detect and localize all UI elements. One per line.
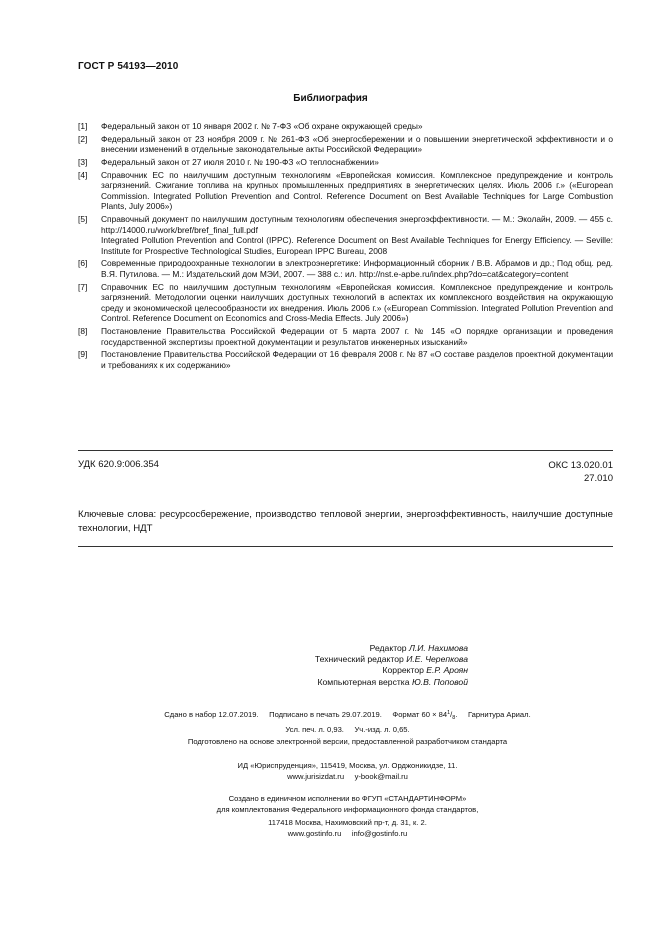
gostinfo-site-link[interactable]: www.gostinfo.ru <box>287 829 342 838</box>
bibliography-item <box>78 121 613 132</box>
credit-name: И.Е. Черепкова <box>406 654 468 665</box>
bibliography-item-text: Справочник ЕС по наилучшим доступным технологиям «Европейская комиссия. Комплексное предупреждение и контроль загрязнений. Методологии оценки наилучших доступных технологий в аспектах их комплексного воздействия на окружающую среду и экономической целесообразности их внедрения. Июль 2006 г.» («European Commission. Integrated Pollution Prevention and Control. Reference Document on Economics and Cross-Media Effects. July 2006») <box>101 281 613 324</box>
document-code-header: ГОСТ Р 54193—2010 <box>78 61 179 72</box>
credit-line <box>258 665 468 676</box>
bibliography-item-number: [9] <box>78 349 88 360</box>
credit-line <box>258 677 468 688</box>
credits-block <box>258 643 468 688</box>
creation-note: Создано в единичном исполнении во ФГУП «СТАНДАРТИНФОРМ» для комплектования Федерального информационного фонда стандартов, <box>216 794 479 814</box>
bibliography-list <box>78 121 613 373</box>
credit-role: Компьютерная верстка <box>317 676 410 687</box>
divider <box>78 546 613 547</box>
bibliography-item <box>78 326 613 347</box>
bibliography-item-text: Федеральный закон от 23 ноября 2009 г. № 261-ФЗ «Об энергосбережении и о повышении энергетической эффективности и о внесении изменений в отдельные законодательные акты Российской Федерации» <box>101 133 613 155</box>
credit-name: Л.И. Нахимова <box>408 643 468 653</box>
credit-role: Редактор <box>369 643 407 653</box>
bibliography-item-number: [8] <box>78 326 88 337</box>
divider <box>78 450 613 451</box>
udk-code: УДК 620.9:006.354 <box>78 459 159 470</box>
bibliography-item-text: Справочник ЕС по наилучшим доступным технологиям «Европейская комиссия. Комплексное предупреждение и контроль загрязнений. Сжигание топлива на крупных промышленных предприятиях в энергетических целях. Июль 2006 г.» («European Commission. Integrated Pollution Prevention and Control. Reference Document on Best Available Techniques for Large Combustion Plants, July 2006») <box>101 169 613 212</box>
bibliography-item-number: [5] <box>78 214 88 225</box>
bibliography-item-number: [3] <box>78 157 88 168</box>
standartinform-info <box>100 817 595 839</box>
credit-name: Ю.В. Поповой <box>411 676 468 687</box>
set-date: Сдано в набор 12.07.2019. <box>164 710 259 719</box>
sign-date: Подписано в печать 29.07.2019. <box>269 710 382 719</box>
bibliography-item <box>78 282 613 324</box>
bibliography-item-text-en: Integrated Pollution Prevention and Control (IPPC). Reference Document on Best Available Techniques for Energy Efficiency. — Seville: Institute for Prospective Technological Studies, European IPPC Bureau, 2008 <box>101 235 613 256</box>
publisher-sheets: Уч.-изд. л. 0,65. <box>354 725 410 734</box>
oks-code-line1: ОКС 13.020.01 <box>548 460 613 471</box>
bibliography-item-number: [6] <box>78 258 88 269</box>
credit-role: Корректор <box>382 665 424 676</box>
bibliography-item-number: [7] <box>78 281 88 292</box>
bibliography-title: Библиография <box>293 93 368 104</box>
bibliography-item <box>78 170 613 212</box>
bibliography-item <box>78 134 613 155</box>
bibliography-item-number: [4] <box>78 169 88 180</box>
keywords: Ключевые слова: ресурсосбережение, производство тепловой энергии, энергоэффективность, наилучшие доступные технологии, НДТ <box>78 509 613 534</box>
publisher-info <box>100 760 595 782</box>
credit-name: Е.Р. Ароян <box>426 665 468 676</box>
bibliography-item <box>78 214 613 256</box>
prepared-note: Подготовлено на основе электронной версии, предоставленной разработчиком стандарта <box>187 737 508 746</box>
publisher-address: ИД «Юриспруденция», 115419, Москва, ул. Орджоникидзе, 11. <box>237 761 458 770</box>
bibliography-item <box>78 258 613 279</box>
bibliography-item-text: Федеральный закон от 27 июля 2010 г. № 190-ФЗ «О теплоснабжении» <box>101 157 379 168</box>
gostinfo-email-link[interactable]: info@gostinfo.ru <box>351 829 408 838</box>
standartinform-address: 117418 Москва, Нахимовский пр-т, д. 31, к. 2. <box>268 818 427 827</box>
bibliography-item-text: Постановление Правительства Российской Федерации от 5 марта 2007 г. № 145 «О порядке организации и проведения государственной экспертизы проектной документации и результатов инженерных изысканий» <box>101 326 613 347</box>
bibliography-item <box>78 349 613 370</box>
credit-line <box>258 654 468 665</box>
typeface: Гарнитура Ариал. <box>468 710 531 719</box>
print-details <box>100 708 595 735</box>
paper-format: Формат $60 \times 84^1/_8$. <box>392 710 458 721</box>
print-sheets: Усл. печ. л. 0,93. <box>285 725 344 734</box>
bibliography-item <box>78 157 613 168</box>
oks-code <box>548 459 613 485</box>
publisher-email-link[interactable]: y-book@mail.ru <box>354 772 408 781</box>
bibliography-item-text: Федеральный закон от 10 января 2002 г. № 7-ФЗ «Об охране окружающей среды» <box>101 121 423 131</box>
bibliography-item-number: [2] <box>78 133 88 144</box>
bibliography-item-text: Современные природоохранные технологии в электроэнергетике: Информационный сборник / В.В. Абрамов и др.; Под общ. ред. В.Я. Путилова. — М.: Издательский дом МЭИ, 2007. — 388 с.: ил. http://nst.e-apbe.ru/index.php?do=cat&category=content <box>101 258 613 279</box>
publisher-site-link[interactable]: www.jurisizdat.ru <box>287 772 345 781</box>
bibliography-item-text: Постановление Правительства Российской Федерации от 16 февраля 2008 г. № 87 «О составе разделов проектной документации и требованиях к их содержанию» <box>101 349 613 370</box>
credit-line <box>258 643 468 654</box>
credit-role: Технический редактор <box>314 654 404 665</box>
bibliography-item-number: [1] <box>78 121 88 131</box>
bibliography-item-text: Справочный документ по наилучшим доступным технологиям обеспечения энергоэффективности. — М.: Эколайн, 2009. — 455 с. http://14000.ru/work/bref/bref_final_full.pdf <box>101 214 613 235</box>
oks-code-line2: 27.010 <box>583 473 613 484</box>
